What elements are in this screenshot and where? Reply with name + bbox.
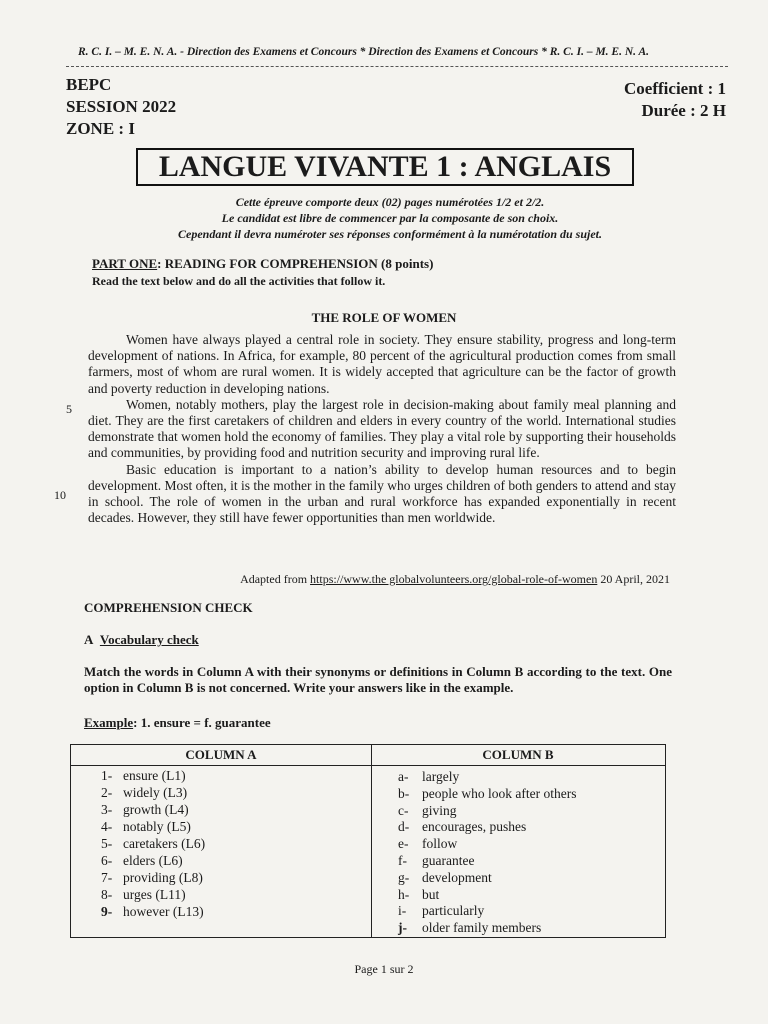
list-item: 7- providing (L8) xyxy=(101,870,203,885)
list-item: d- encourages, pushes xyxy=(398,819,527,835)
column-b-header: COLUMN B xyxy=(371,745,665,766)
example-line xyxy=(84,715,271,731)
list-item: h- but xyxy=(398,886,440,902)
line-number: 5 xyxy=(66,402,72,416)
instruction-line: Cependant il devra numéroter ses réponses conformément à la numérotation du sujet. xyxy=(177,227,603,241)
column-a xyxy=(71,745,372,937)
passage-paragraph: Women, notably mothers, play the largest role in decision-making about family meal planning and diet. They are the first caretakers of children and elders in every country of the world. International studies demonstrate that women hold the economy of families. They play a vital role by supporting their households and communities, by providing food and nutrition security and improving rural life. xyxy=(88,396,676,461)
list-item: i- particularly xyxy=(398,903,485,919)
exam-session: SESSION 2022 xyxy=(66,97,177,116)
example-label: Example xyxy=(84,715,134,730)
exam-duration: Durée : 2 H xyxy=(641,101,726,120)
section-a-heading xyxy=(84,632,199,648)
list-item: 3- growth (L4) xyxy=(101,802,189,817)
exam-zone: ZONE : I xyxy=(66,119,135,138)
comprehension-heading: COMPREHENSION CHECK xyxy=(84,600,253,615)
passage-paragraph: Women have always played a central role in society. They ensure stability, progress and long-term development of nations. In Africa, for example, 80 percent of the agricultural production comes from small farmers, most of whom are rural women. It is widely accepted that agriculture can be the factor of growth and poverty reduction in developing nations. xyxy=(88,332,676,396)
list-item: b- people who look after others xyxy=(398,785,577,801)
column-a-header: COLUMN A xyxy=(71,745,371,766)
list-item: j- older family members xyxy=(398,920,542,936)
section-letter: A xyxy=(84,632,94,647)
list-item: e- follow xyxy=(398,836,458,852)
column-b-list xyxy=(371,766,665,937)
list-item: g- development xyxy=(398,869,492,885)
header-divider xyxy=(66,66,728,67)
part-one-label: PART ONE xyxy=(92,256,158,271)
list-item: 4- notably (L5) xyxy=(101,819,191,834)
example-text: : 1. ensure = f. guarantee xyxy=(133,715,271,730)
list-item: 5- caretakers (L6) xyxy=(101,836,206,851)
list-item: a- largely xyxy=(398,769,460,784)
text-title: THE ROLE OF WOMEN xyxy=(311,310,457,325)
source-link[interactable]: https://www.the globalvolunteers.org/global-role-of-women xyxy=(310,572,598,586)
list-item: 9- however (L13) xyxy=(101,904,204,919)
instruction-line: Le candidat est libre de commencer par la composante de son choix. xyxy=(221,211,559,225)
source-prefix: Adapted from xyxy=(240,572,311,586)
list-item: 8- urges (L11) xyxy=(101,887,186,902)
part-one-subtitle: Read the text below and do all the activities that follow it. xyxy=(92,274,386,288)
text-source xyxy=(240,572,670,587)
list-item: 2- widely (L3) xyxy=(101,785,188,800)
source-date: 20 April, 2021 xyxy=(597,572,670,586)
exam-title: LANGUE VIVANTE 1 : ANGLAIS xyxy=(136,148,634,186)
page-number: Page 1 sur 2 xyxy=(354,962,414,976)
exam-name: BEPC xyxy=(66,75,112,94)
exam-info xyxy=(66,74,176,140)
exam-meta xyxy=(624,78,726,122)
passage-paragraph: Basic education is important to a nation’s ability to develop human resources and to begin development. Most often, it is the mother in the family who urges children of both genders to attend and stay in school. The role of women in the urban and rural workforce has expanded exponentially in recent decades. However, they still have fewer opportunities than men worldwide. xyxy=(88,461,677,526)
part-one-heading xyxy=(92,256,433,272)
matching-table xyxy=(70,744,666,938)
line-number: 10 xyxy=(54,488,66,502)
part-one-title: : READING FOR COMPREHENSION (8 points) xyxy=(157,256,434,271)
column-b xyxy=(371,745,665,937)
section-title: Vocabulary check xyxy=(99,632,199,647)
exam-coefficient: Coefficient : 1 xyxy=(624,79,726,98)
list-item: c- giving xyxy=(398,802,457,818)
list-item: 1- ensure (L1) xyxy=(101,768,186,783)
matching-instruction: Match the words in Column A with their synonyms or definitions in Column B according to the text. One option in Column B is not concerned. Write your answers like in the example. xyxy=(84,664,672,695)
exam-instructions xyxy=(110,194,670,242)
list-item: f- guarantee xyxy=(398,852,475,868)
header-topline: R. C. I. – M. E. N. A. - Direction des Examens et Concours * Direction des Examens et Concours * R. C. I. – M. E. N. A. xyxy=(78,46,650,58)
reading-passage xyxy=(88,332,676,526)
list-item: 6- elders (L6) xyxy=(101,853,183,868)
instruction-line: Cette épreuve comporte deux (02) pages numérotées 1/2 et 2/2. xyxy=(235,195,545,209)
column-a-list xyxy=(71,766,371,920)
